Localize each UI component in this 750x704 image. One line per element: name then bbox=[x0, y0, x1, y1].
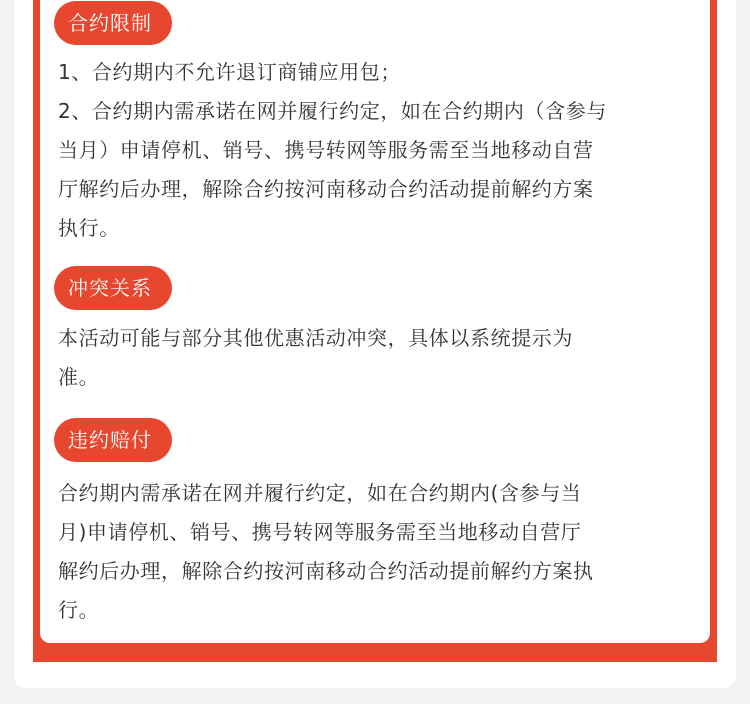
section-body-breach-compensation bbox=[58, 474, 678, 630]
text-line: 行。 bbox=[58, 598, 100, 622]
section-body-contract-restriction bbox=[58, 53, 678, 248]
text-line: 2、合约期内需承诺在网并履行约定，如在合约期内（含参与 bbox=[58, 99, 607, 123]
text-line: 解约后办理，解除合约按河南移动合约活动提前解约方案执 bbox=[58, 559, 594, 583]
section-title-conflict: 冲突关系 bbox=[54, 266, 172, 310]
text-line: 月)申请停机、销号、携号转网等服务需至当地移动自营厅 bbox=[58, 520, 582, 544]
text-line: 1、合约期内不允许退订商铺应用包； bbox=[58, 60, 401, 84]
text-line: 执行。 bbox=[58, 216, 120, 240]
text-line: 准。 bbox=[58, 365, 100, 389]
section-body-conflict bbox=[58, 319, 678, 397]
text-line: 厅解约后办理，解除合约按河南移动合约活动提前解约方案 bbox=[58, 177, 594, 201]
section-title-contract-restriction: 合约限制 bbox=[54, 1, 172, 45]
text-line: 合约期内需承诺在网并履行约定，如在合约期内(含参与当 bbox=[58, 481, 582, 505]
section-title-breach-compensation: 违约赔付 bbox=[54, 418, 172, 462]
text-line: 当月）申请停机、销号、携号转网等服务需至当地移动自营 bbox=[58, 138, 594, 162]
text-line: 本活动可能与部分其他优惠活动冲突，具体以系统提示为 bbox=[58, 326, 573, 350]
